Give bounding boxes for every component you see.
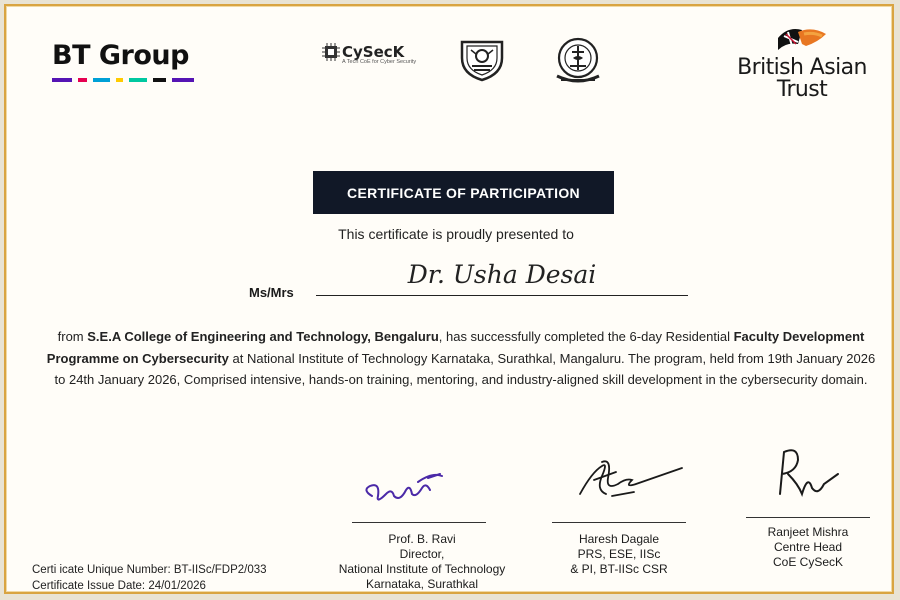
salutation-label: Ms/Mrs [249, 285, 294, 300]
british-asian-trust-logo [722, 24, 882, 106]
body-institution: S.E.A College of Engineering and Technology, Bengaluru [87, 329, 439, 344]
presented-line: This certificate is proudly presented to [338, 226, 574, 242]
british-asian-trust-line2: Trust [776, 77, 828, 102]
signatory-1-title: Director, [399, 547, 445, 561]
signatory-2-title: PRS, ESE, IISc [577, 547, 661, 561]
body-programme: Faculty Development Programme on Cybersecurity [46, 329, 865, 366]
cyseck-logo [322, 43, 422, 77]
signatory-3-title: Centre Head [773, 540, 843, 554]
bt-group-logo [52, 40, 212, 90]
certificate [4, 4, 894, 594]
signatory-3 [708, 525, 900, 570]
cyseck-tagline: A Tech CoE for Cyber Security [342, 59, 417, 65]
certificate-title: CERTIFICATE OF PARTICIPATION [313, 171, 614, 214]
certificate-issue-date: Certificate Issue Date: 24/01/2026 [32, 580, 206, 592]
signature-b-ravi [358, 468, 448, 510]
british-asian-trust-line1: British Asian [737, 55, 867, 80]
british-asian-trust-flag-icon [774, 24, 832, 58]
signatory-3-name: Ranjeet Mishra [767, 525, 849, 539]
signature-ranjeet-mishra [768, 444, 848, 502]
signature-haresh-dagale [572, 454, 692, 512]
signatory-1-location: Karnataka, Surathkal [365, 577, 479, 591]
body-from: from [57, 329, 84, 344]
signatory-1-org: National Institute of Technology [338, 562, 506, 576]
signatory-2 [519, 532, 719, 577]
signature-line-2 [552, 522, 686, 523]
signatory-2-name: Haresh Dagale [578, 532, 660, 546]
signature-line-1 [352, 522, 486, 523]
certificate-body [46, 326, 876, 391]
recipient-name-underline [316, 295, 688, 296]
body-details: at National Institute of Technology Karnataka, Surathkal, Mangaluru. The program, held from 19th January 2026 to 24th January 2026, Comprised intensive, hands-on training, mentoring, and industry-aligned skill development in the cybersecurity domain. [54, 350, 876, 387]
signatory-1-name: Prof. B. Ravi [388, 532, 456, 546]
bt-group-wordmark: BT Group [52, 40, 189, 71]
bt-group-stripe [52, 78, 200, 82]
recipient-name: Dr. Usha Desai [407, 260, 597, 289]
cyseck-wordmark: CySecK [342, 43, 405, 61]
certificate-unique-number: Certi icate Unique Number: BT-IISc/FDP2/033 [32, 564, 267, 576]
nitk-emblem-icon [458, 38, 506, 82]
iisc-emblem-icon [551, 36, 605, 86]
cyseck-chip-icon [322, 43, 340, 61]
signatory-2-role: & PI, BT-IISc CSR [570, 562, 668, 576]
signatory-3-org: CoE CySecK [772, 555, 844, 569]
signatory-1 [312, 532, 532, 592]
body-completed: , has successfully completed the 6-day Residential [438, 329, 730, 344]
signature-line-3 [746, 517, 870, 518]
british-asian-trust-wordmark [722, 57, 882, 101]
